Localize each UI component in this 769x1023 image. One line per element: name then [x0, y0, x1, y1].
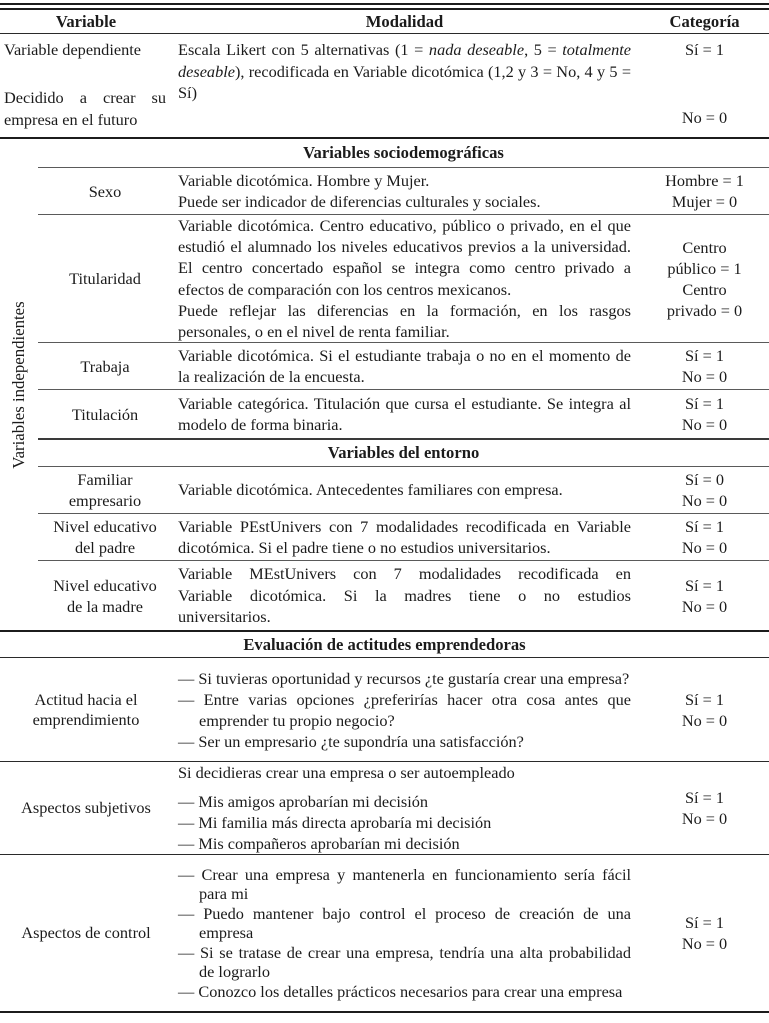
categoria-value: No = 0 — [681, 596, 728, 616]
modalidad-cell: Variable PEstUnivers con 7 modalidades recodificada en Variable dicotómica. Si el padre tiene o no estudios universitarios. — [178, 516, 631, 557]
categoria-value: No = 0 — [681, 538, 728, 557]
variable-label: de la madre — [67, 596, 143, 616]
categoria-cell — [640, 345, 769, 387]
questionnaire-item: — Si tuvieras oportunidad y recursos ¿te gustaría crear una empresa? — [178, 668, 630, 688]
row-titulacion — [38, 389, 769, 438]
categoria-cell — [640, 469, 769, 511]
categoria-value: Centro — [682, 279, 727, 299]
categoria-cell — [640, 170, 769, 212]
categoria-cell — [640, 516, 769, 558]
questionnaire-item: — Puedo mantener bajo control el proceso de creación de una empresa — [178, 903, 631, 943]
categoria-value: Sí = 0 — [684, 470, 725, 489]
categoria-value: No = 0 — [681, 809, 728, 828]
modalidad-cell — [172, 170, 640, 213]
row-nivel-educativo-madre — [38, 560, 769, 630]
categoria-cell — [640, 393, 769, 435]
modalidad-text: Variable dicotómica. Hombre y Mujer. — [178, 170, 430, 190]
modalidad-cell: Variable MEstUnivers con 7 modalidades recodificada en Variable dicotómica. Si la madres tiene o no estudios universitarios. — [178, 564, 631, 627]
rotated-label-strip — [0, 139, 38, 630]
categoria-no-value: No = 0 — [681, 108, 728, 127]
column-header-categoria: Categoría — [669, 12, 740, 31]
categoria-value: Sí = 1 — [684, 575, 725, 595]
questionnaire-item: — Si se tratase de crear una empresa, tendría una alta probabilidad de lograrlo — [178, 942, 631, 982]
decidido-crear-empresa-label: Decidido a crear su empresa en el futuro — [4, 88, 166, 129]
row-aspectos-subjetivos — [0, 762, 769, 855]
variable-label: Nivel educativo — [53, 575, 157, 595]
modalidad-text: , 5 = — [524, 40, 563, 59]
questionnaire-item: — Ser un empresario ¿te supondría una satisfacción? — [178, 731, 524, 751]
modalidad-cell: Variable categórica. Titulación que cursa el estudiante. Se integra al modelo de forma binaria. — [178, 393, 631, 434]
table-top-double-rule — [0, 3, 769, 10]
variable-cell: Sexo — [88, 181, 122, 201]
modalidad-cell — [172, 865, 640, 1002]
questionnaire-item: — Mis compañeros aprobarían mi decisión — [178, 834, 460, 853]
variables-independientes-rotated-label: Variables independientes — [9, 300, 28, 469]
variable-cell: Titularidad — [69, 269, 141, 288]
categoria-value: No = 0 — [681, 934, 728, 953]
categoria-cell — [640, 575, 769, 617]
categoria-value: privado = 0 — [666, 300, 743, 320]
categoria-cell — [640, 787, 769, 829]
column-header-variable: Variable — [55, 11, 117, 31]
row-aspectos-control — [0, 855, 769, 1013]
modalidad-cell: Variable dicotómica. Antecedentes familiares con empresa. — [178, 480, 563, 500]
row-sexo — [38, 167, 769, 214]
row-actitud-emprendimiento — [0, 658, 769, 762]
questionnaire-item: — Conozco los detalles prácticos necesarios para crear una empresa — [178, 981, 623, 1001]
categoria-value: No = 0 — [681, 491, 728, 510]
section-title: Variables sociodemográficas — [303, 143, 504, 162]
section-header-sociodemograficas — [38, 139, 769, 167]
questionnaire-item: — Crear una empresa y mantenerla en funcionamiento sería fácil para mi — [178, 864, 631, 904]
categoria-si-value: Sí = 1 — [684, 40, 725, 59]
modalidad-text: Puede reflejar las diferencias en la formación, en los rasgos personales, o en el nivel de renta familiar. — [178, 300, 631, 342]
variable-label: emprendimiento — [32, 709, 140, 729]
questionnaire-item: — Mis amigos aprobarían mi decisión — [178, 792, 429, 811]
variable-cell — [38, 516, 172, 558]
categoria-value: Mujer = 0 — [671, 192, 738, 211]
variable-label: empresario — [68, 491, 142, 510]
questionnaire-item: — Mi familia más directa aprobaría mi decisión — [178, 813, 492, 832]
variable-cell — [0, 34, 172, 137]
variable-dependiente-label: Variable dependiente — [4, 40, 141, 59]
variable-cell — [38, 575, 172, 617]
section-header-evaluacion — [0, 632, 769, 658]
categoria-cell — [640, 689, 769, 731]
modalidad-cell — [172, 215, 640, 343]
categoria-value: Sí = 1 — [684, 689, 725, 709]
modalidad-text: Escala Likert con 5 alternativas (1 = — [178, 40, 429, 59]
modalidad-text: ), recodificada en Variable dicotómica (1,2 y 3 = No, 4 y 5 = Sí) — [178, 61, 631, 102]
categoria-value: Sí = 1 — [684, 788, 725, 807]
row-trabaja — [38, 342, 769, 389]
row-variable-dependiente — [0, 34, 769, 139]
categoria-cell — [640, 912, 769, 954]
variable-cell — [0, 690, 172, 730]
independent-variables-group — [0, 139, 769, 632]
variable-label: Actitud hacia el — [34, 689, 138, 709]
categoria-value: Sí = 1 — [684, 346, 725, 365]
categoria-value: Sí = 1 — [684, 517, 725, 536]
categoria-value: público = 1 — [667, 258, 742, 278]
section-title: Evaluación de actitudes emprendedoras — [243, 634, 526, 654]
row-familiar-empresario — [38, 466, 769, 513]
questionnaire-item: — Entre varias opciones ¿preferirías hacer otra cosa antes que emprender tu propio negocio? — [178, 689, 631, 730]
categoria-cell — [640, 237, 769, 321]
section-header-entorno — [38, 438, 769, 466]
categoria-value: Sí = 1 — [684, 394, 725, 413]
row-titularidad — [38, 214, 769, 342]
variable-label: Familiar — [77, 470, 133, 489]
variable-cell: Aspectos de control — [21, 923, 151, 942]
variable-cell: Aspectos subjetivos — [21, 798, 151, 817]
modalidad-cell — [172, 34, 640, 137]
section-title: Variables del entorno — [327, 443, 480, 462]
column-header-modalidad: Modalidad — [365, 11, 444, 31]
categoria-value: No = 0 — [681, 367, 728, 386]
categoria-cell — [640, 34, 769, 137]
modalidad-cell: Variable dicotómica. Si el estudiante trabaja o no en el momento de la realización de la encuesta. — [178, 345, 631, 386]
modalidad-italic-text: totalmente deseable — [178, 40, 631, 81]
modalidad-text: Puede ser indicador de diferencias culturales y sociales. — [178, 192, 541, 211]
variable-cell: Trabaja — [80, 356, 130, 376]
questionnaire-intro: Si decidieras crear una empresa o ser autoempleado — [178, 763, 515, 782]
categoria-value: Sí = 1 — [684, 913, 725, 932]
variable-cell — [38, 469, 172, 511]
modalidad-cell — [172, 762, 640, 854]
categoria-value: Hombre = 1 — [665, 171, 744, 190]
row-nivel-educativo-padre — [38, 513, 769, 560]
modalidad-text: Variable dicotómica. Centro educativo, público o privado, en el que estudió el alumnado los niveles educativos previos a la universidad. El centro concertado español se integra como centro privado a efectos de comparación con los centros mexicanos. — [178, 215, 631, 299]
modalidad-italic-text: nada deseable — [428, 40, 525, 59]
categoria-value: Centro — [682, 237, 727, 257]
categoria-value: No = 0 — [681, 415, 728, 434]
modalidad-cell — [172, 668, 640, 752]
variable-cell: Titulación — [71, 404, 139, 424]
variable-label: del padre — [74, 538, 136, 557]
variable-label: Nivel educativo — [53, 517, 157, 536]
table-header-row — [0, 10, 769, 34]
categoria-value: No = 0 — [681, 710, 728, 730]
